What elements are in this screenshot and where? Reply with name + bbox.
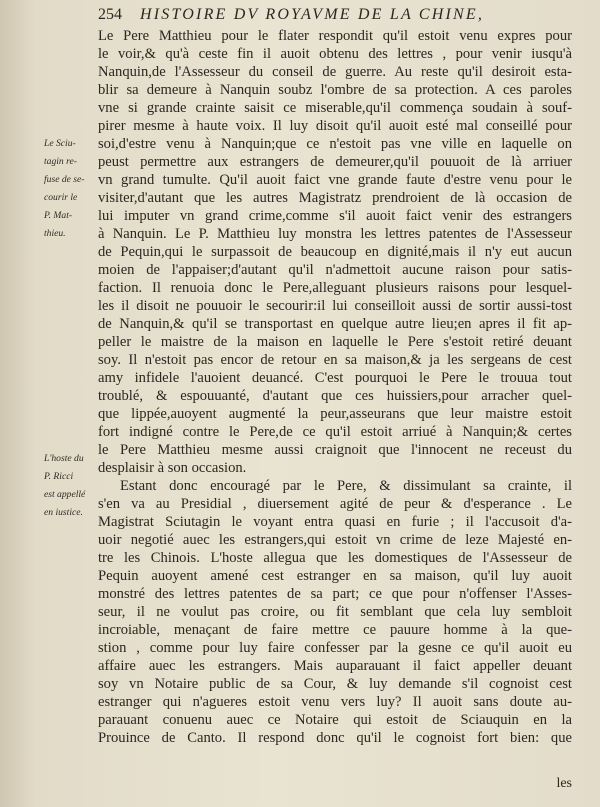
text-line: peust permettre aux estrangers de demeurer,qu'il pouuoit de là arriuer [98, 154, 572, 170]
text-line: s'en va au Presidial , diuersement agité de peur & d'esperance . Le [98, 496, 572, 512]
text-line: de Nanquin,& qu'il se transportast en quelque autre lieu;en apres il fit ap- [98, 316, 572, 332]
text-line: vn grand tumulte. Qu'il auoit faict vne grande faute d'estre venu pour le [98, 172, 572, 188]
text-line: peller le maistre de la maison en laquelle le Pere s'estoit retiré deuant [98, 334, 572, 350]
text-line: lui imputer vn grand crime,comme s'il auoit faict venir des estrangers [98, 208, 572, 224]
text-line: soi,d'estre venu à Nanquin;que ce n'estoit pas vne ville en laquelle on [98, 136, 572, 152]
text-line: fort indigné contre le Pere,de ce qu'il estoit arriué à Nanquin;& certes [98, 424, 572, 440]
text-line: moien de l'appaiser;d'autant qu'il n'admettoit aucune raison pour satis- [98, 262, 572, 278]
page-header [98, 4, 576, 26]
text-line: Estant donc encouragé par le Pere, & dissimulant sa crainte, il [120, 478, 572, 494]
text-line: stion , comme pour luy faire confesser par la gesne ce qu'il auoit eu [98, 640, 572, 656]
text-line: faction. Il renuoia donc le Pere,alleguant plusieurs raisons pour lesquel- [98, 280, 572, 296]
text-line: de Pequin,qui le surpassoit de beaucoup en dignité,mais il n'y eut aucun [98, 244, 572, 260]
text-line: troublé, & espouuanté, d'autant que ces huissiers,pour arracher quel- [98, 388, 572, 404]
margin-note-line: est appellé [44, 489, 86, 500]
margin-note-hoste [44, 450, 98, 522]
text-line: Pequin auoyent amené cest estranger en sa maison, qu'il luy auoit [98, 568, 572, 584]
catchword: les [556, 776, 572, 791]
text-line: soy. Il n'estoit pas encor de retour en sa maison,& ja les sergeans de cest [98, 352, 572, 368]
text-line: pirer mesme à haute voix. Il luy disoit qu'il auoit esté mal conseillé pour [98, 118, 572, 134]
margin-note-line: P. Mat- [44, 210, 73, 221]
text-line: Prouince de Canto. Il respond donc qu'il le cognoist fort bien: que [98, 730, 572, 746]
text-line: estranger qui n'agueres estoit venu vers luy? Il auoit sans doute au- [98, 694, 572, 710]
text-line: vne si grande crainte saisit ce miserable,qu'il commença soudain à souf- [98, 100, 572, 116]
text-line: Magistrat Sciutagin le voyant entra quasi en furie ; il l'accusoit d'a- [98, 514, 572, 530]
text-line: tre les Chinois. L'hoste allegua que les domestiques de l'Assesseur de [98, 550, 572, 566]
text-line: à Nanquin. Le P. Matthieu luy monstra les lettres patentes de l'Assesseur [98, 226, 572, 242]
text-line: affaire auec les estrangers. Mais auparauant il faict appeller deuant [98, 658, 572, 674]
margin-note-line: L'hoste du [44, 453, 84, 464]
text-line: Nanquin,de l'Assesseur du conseil de guerre. Au reste qu'il desiroit esta- [98, 64, 572, 80]
margin-note-line: thieu. [44, 228, 66, 239]
text-line: les il disoit ne pouuoir le secourir:il lui conseilloit aussi de sortir aussi-tost [98, 298, 572, 314]
text-line: le Pere Matthieu mesme aussi craignoit que l'innocent ne receust du [98, 442, 572, 458]
text-line: soy vn Notaire public de sa Cour, & luy demande s'il cognoist cest [98, 676, 572, 692]
text-line: blir sa demeure à Nanquin soubz l'ombre de sa protection. A ces paroles [98, 82, 572, 98]
page-number: 254 [98, 6, 122, 23]
margin-note-sciutagin [44, 135, 98, 243]
text-line: incroiable, menaçant de faire mettre ce pauure homme à la que- [98, 622, 572, 638]
margin-note-line: tagin re- [44, 156, 77, 167]
margin-note-line: Le Sciu- [44, 138, 76, 149]
text-line: monstré des lettres patentes de sa part; ce que pour n'offenser l'Asses- [98, 586, 572, 602]
margin-note-line: courir le [44, 192, 78, 203]
text-line: amy infidele l'auoient deuancé. C'est pourquoi le Pere le trouua tout [98, 370, 572, 386]
text-line: desplaisir à son occasion. [98, 460, 247, 476]
text-line: Le Pere Matthieu pour le flater respondit qu'il estoit venu expres pour [98, 28, 572, 44]
text-line: seur, il ne voulut pas croire, ou fit semblant que cela luy sembloit [98, 604, 572, 620]
margin-note-line: fuse de se- [44, 174, 85, 185]
text-line: parauant conuenu auec ce Notaire qui estoit de Sciauquin en la [98, 712, 572, 728]
margin-note-line: P. Ricci [44, 471, 74, 482]
running-title: HISTOIRE DV ROYAVME DE LA CHINE, [140, 6, 485, 23]
text-line: visiter,d'autant que les autres Magistratz prendroient de là occasion de [98, 190, 572, 206]
main-text [98, 27, 572, 747]
text-line: uoir negotié auec les estrangers,qui estoit vn crime de leze Majesté en- [98, 532, 572, 548]
text-line: que lippée,auoyent augmenté la peur,asseurans que leur maistre estoit [98, 406, 572, 422]
text-line: le voir,& qu'à ceste fin il auoit obtenu des lettres , pour venir iusqu'à [98, 46, 572, 62]
margin-note-line: en iustice. [44, 507, 83, 518]
